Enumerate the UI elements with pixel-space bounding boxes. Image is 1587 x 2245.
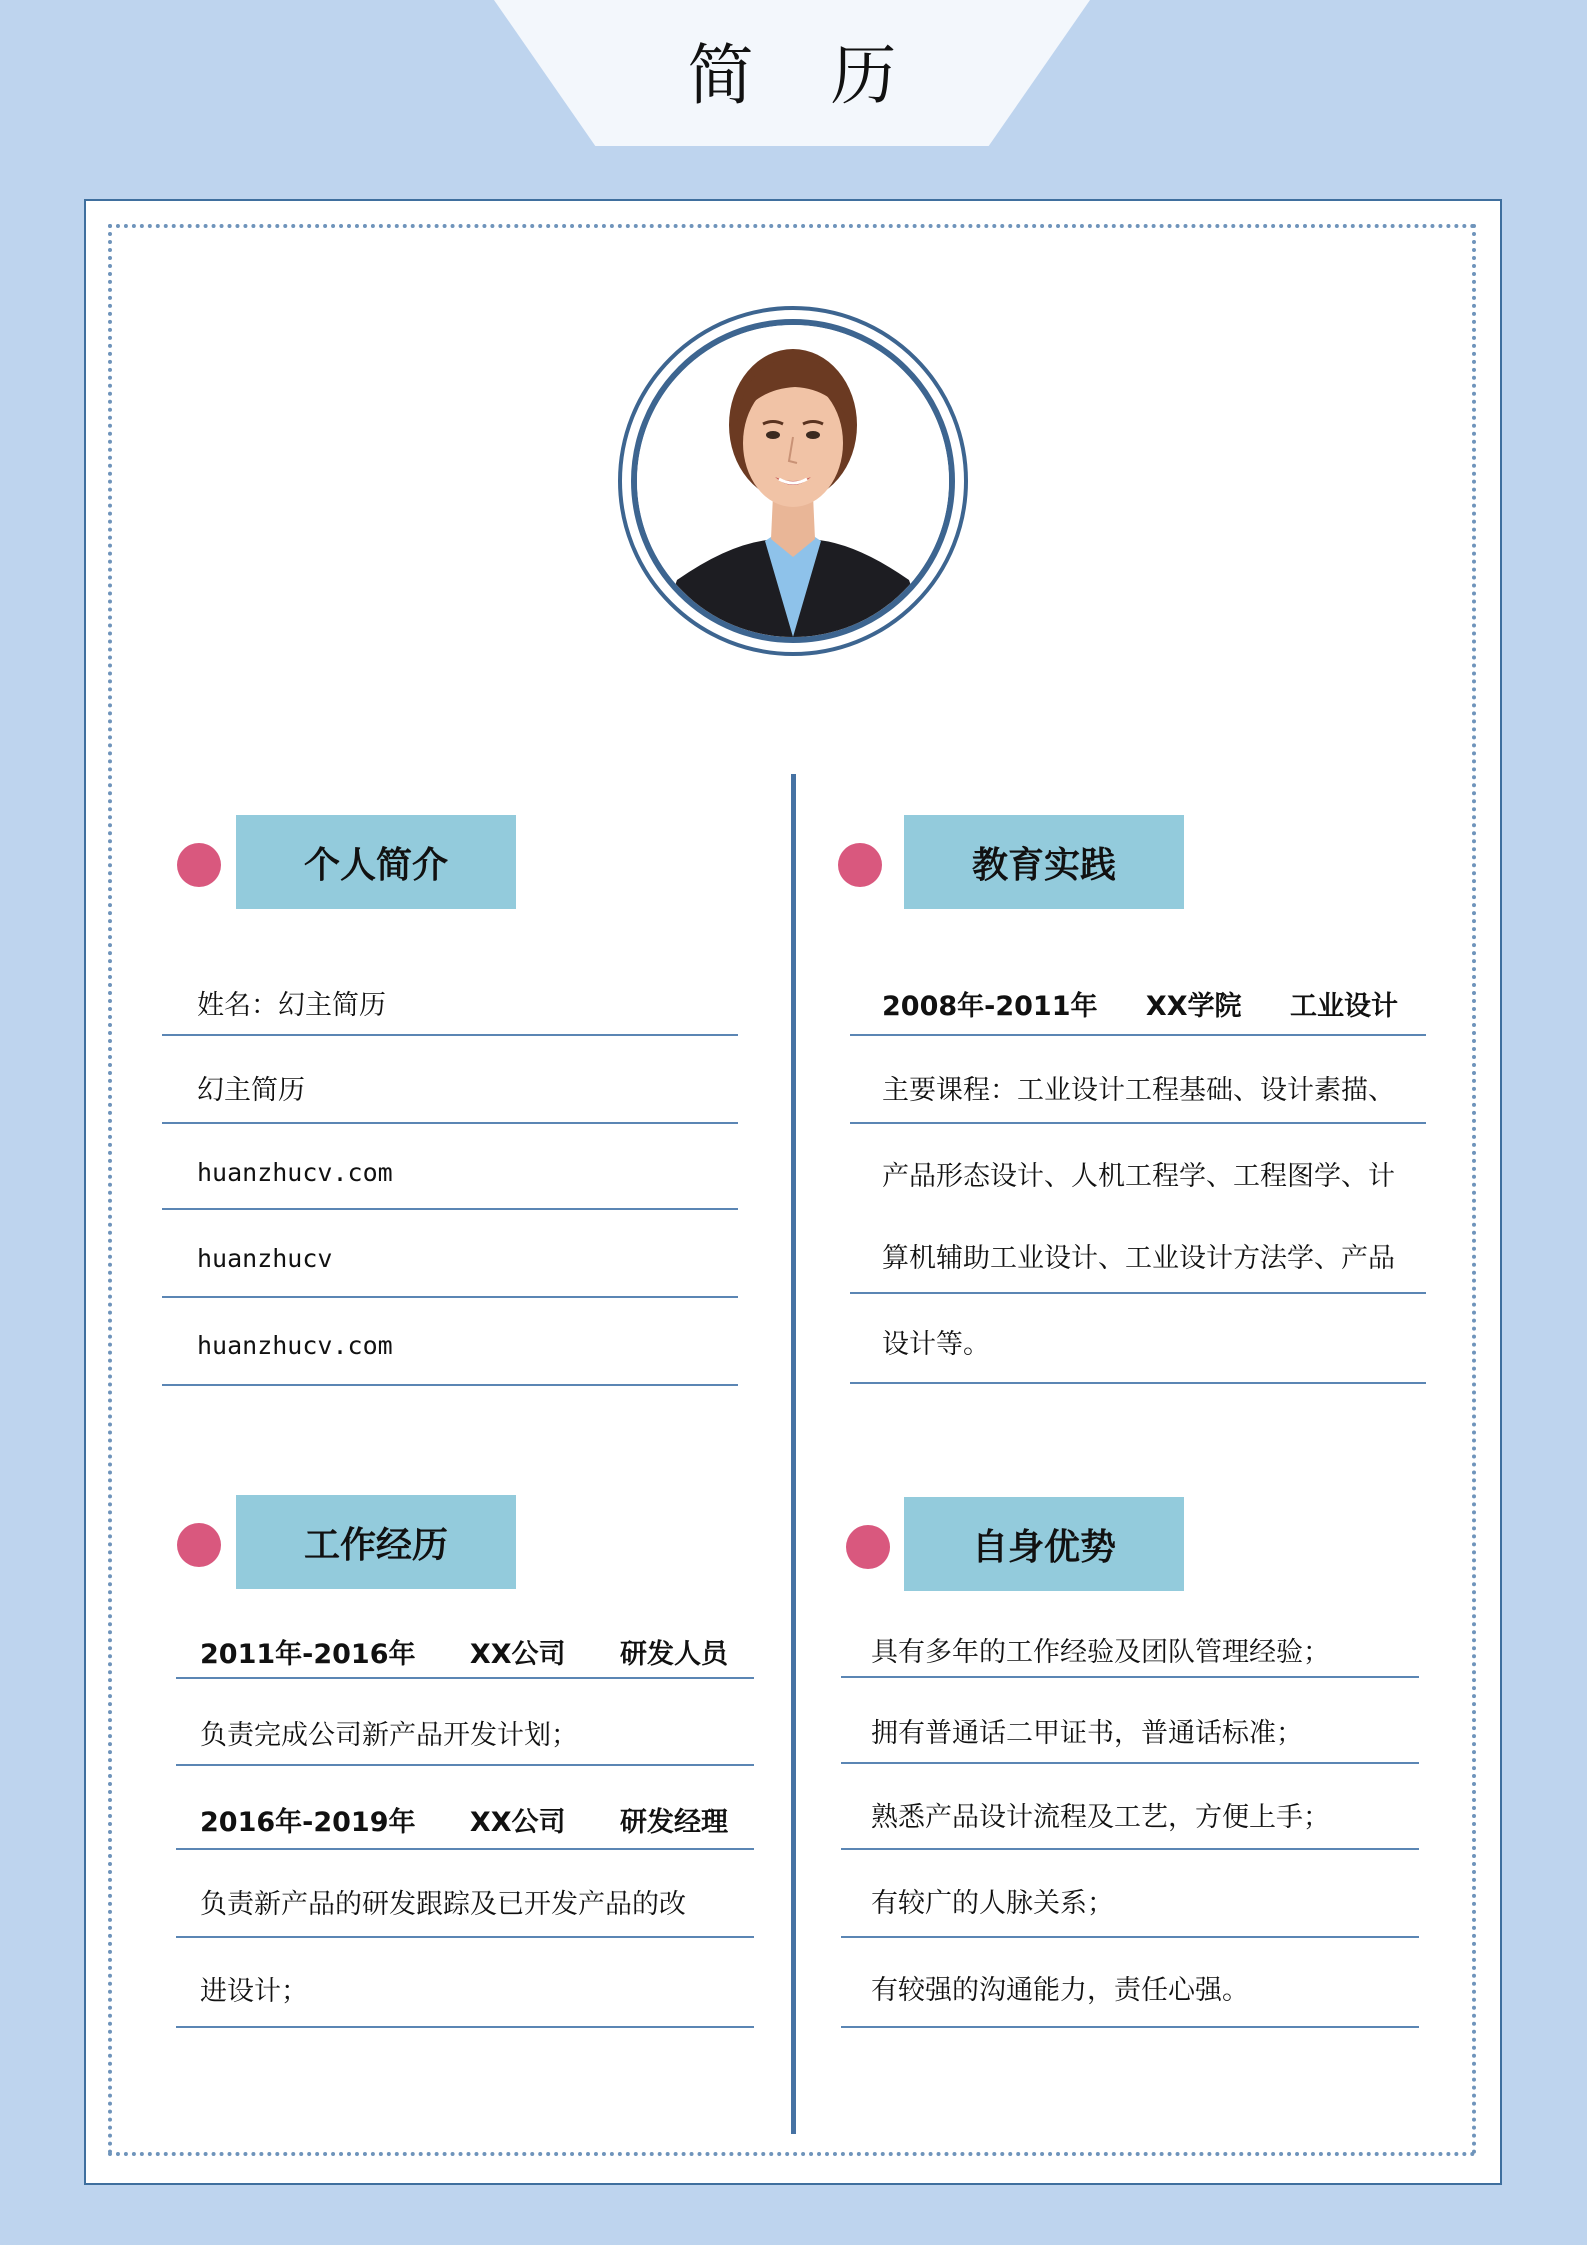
work-company: XX公司 (469, 1806, 566, 1838)
strength-text: 熟悉产品设计流程及工艺，方便上手； (871, 1801, 1330, 1833)
work-text: 负责完成公司新产品开发计划； (200, 1719, 578, 1751)
work-role: 研发经理 (619, 1806, 728, 1838)
work-period: 2016年-2019年 (200, 1806, 416, 1838)
section-bullet (838, 843, 882, 887)
personal-field: huanzhucv (197, 1243, 333, 1273)
work-line (176, 1700, 754, 1766)
work-company: XX公司 (469, 1638, 566, 1670)
column-divider (791, 774, 796, 2134)
strength-line (841, 1948, 1419, 2028)
personal-row (162, 1306, 738, 1386)
section-title-education: 教育实践 (904, 815, 1184, 909)
work-period: 2011年-2016年 (200, 1638, 416, 1670)
personal-row (162, 970, 738, 1036)
personal-field: huanzhucv.com (197, 1330, 393, 1360)
strength-line (841, 1698, 1419, 1764)
education-text: 算机辅助工业设计、工业设计方法学、产品 (882, 1242, 1395, 1274)
work-text: 进设计； (200, 1975, 308, 2007)
person-photo-icon (637, 325, 949, 637)
section-bullet (177, 1523, 221, 1567)
work-role: 研发人员 (619, 1638, 728, 1670)
strength-text: 有较广的人脉关系； (871, 1887, 1114, 1919)
personal-row (162, 1220, 738, 1298)
work-line (176, 1950, 754, 2028)
work-text: 负责新产品的研发跟踪及已开发产品的改 (200, 1888, 686, 1920)
work-job-header (176, 1790, 754, 1850)
avatar (631, 319, 955, 643)
strength-line (841, 1864, 1419, 1938)
work-line (176, 1866, 754, 1938)
strength-text: 具有多年的工作经验及团队管理经验； (871, 1636, 1330, 1668)
education-line (850, 1300, 1426, 1384)
strength-text: 有较强的沟通能力，责任心强。 (871, 1974, 1249, 2006)
education-text: 主要课程：工业设计工程基础、设计素描、 (882, 1074, 1395, 1106)
personal-name: 姓名：幻主简历 (197, 989, 386, 1021)
education-line (850, 1136, 1426, 1210)
education-major: 工业设计 (1289, 990, 1398, 1022)
work-job-header (176, 1625, 754, 1679)
section-title-personal: 个人简介 (236, 815, 516, 909)
education-header (850, 972, 1426, 1036)
personal-row (162, 1136, 738, 1210)
personal-field: huanzhucv.com (197, 1157, 393, 1187)
section-bullet (177, 843, 221, 887)
strength-line (841, 1622, 1419, 1678)
education-text: 产品形态设计、人机工程学、工程图学、计 (882, 1160, 1395, 1192)
education-period: 2008年-2011年 (882, 990, 1098, 1022)
page-title: 简 历 (687, 37, 925, 114)
strength-line (841, 1780, 1419, 1850)
section-title-work: 工作经历 (236, 1495, 516, 1589)
personal-field: 幻主简历 (197, 1074, 305, 1106)
strength-text: 拥有普通话二甲证书，普通话标准； (871, 1717, 1303, 1749)
section-bullet (846, 1525, 890, 1569)
personal-row (162, 1052, 738, 1124)
education-line (850, 1052, 1426, 1124)
education-line (850, 1218, 1426, 1294)
section-title-strengths: 自身优势 (904, 1497, 1184, 1591)
education-text: 设计等。 (882, 1328, 990, 1360)
education-school: XX学院 (1145, 990, 1242, 1022)
